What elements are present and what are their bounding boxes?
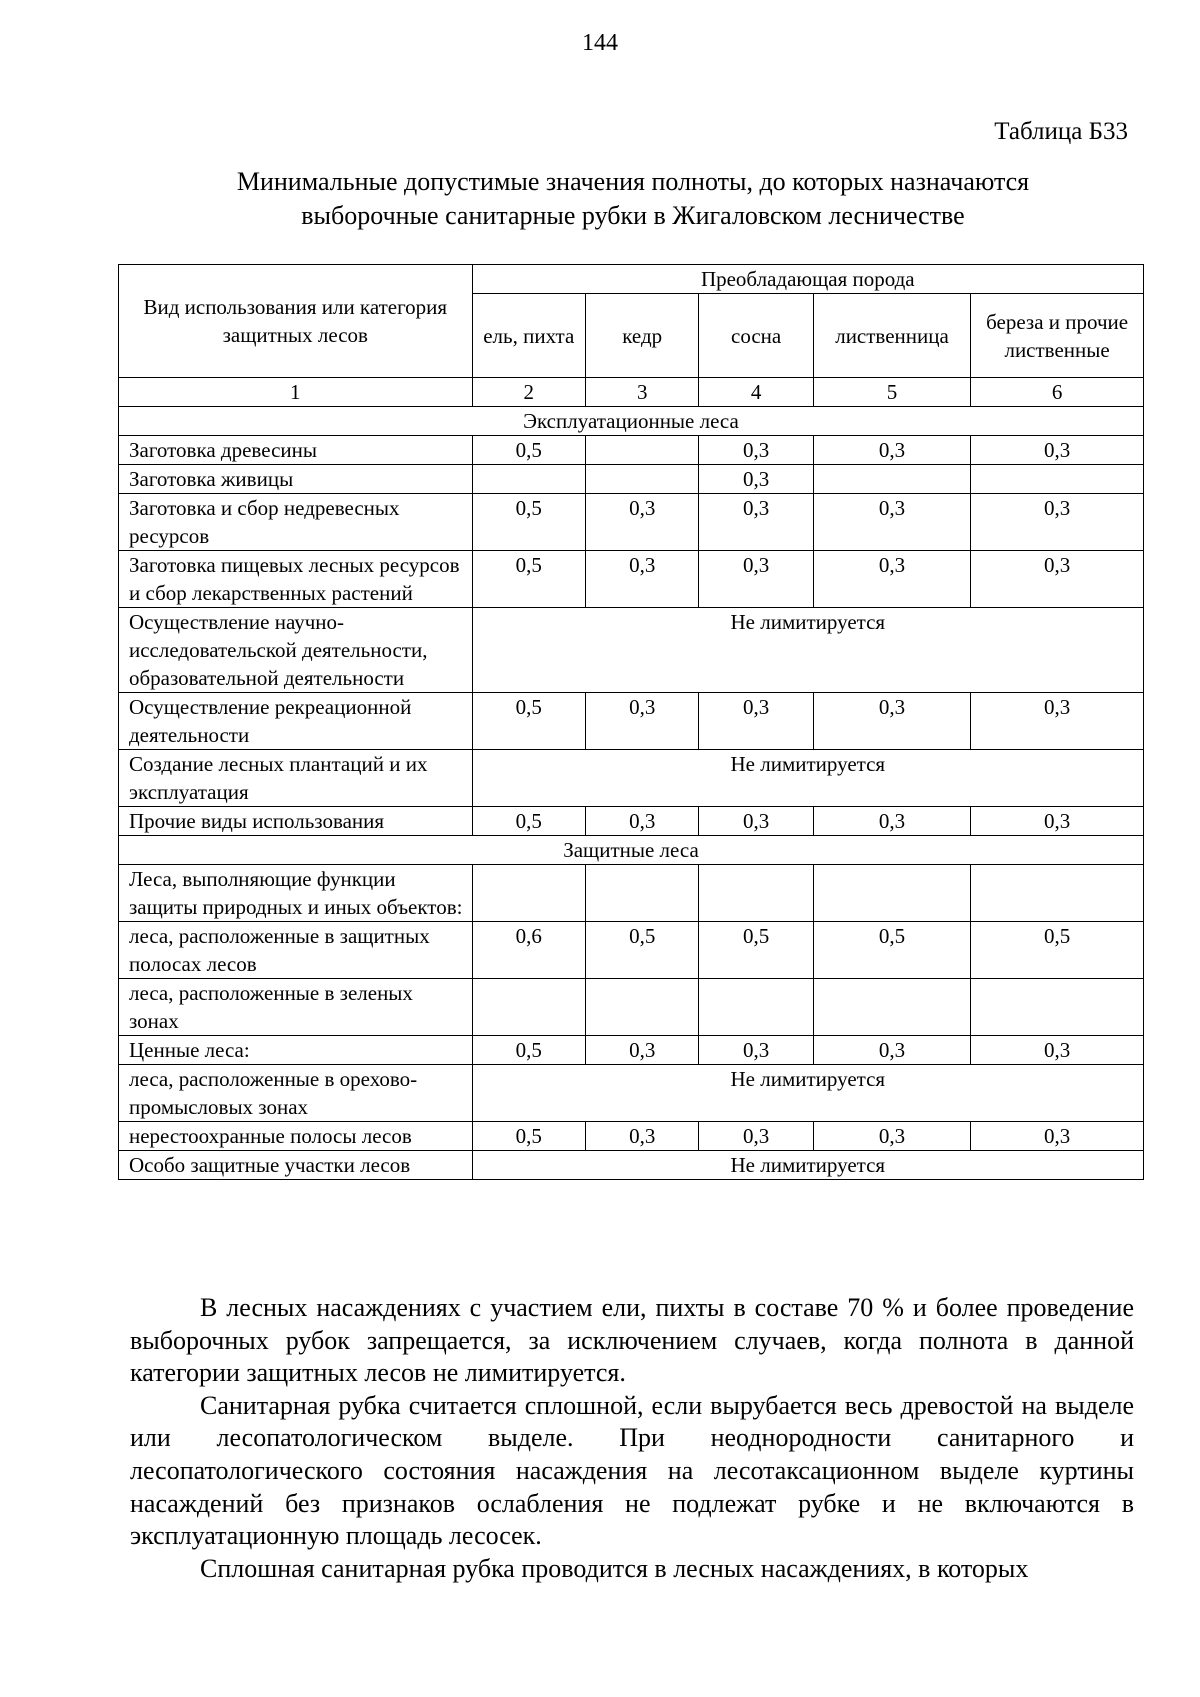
row-label: Заготовка живицы — [119, 465, 473, 494]
value-cell: 0,3 — [585, 551, 698, 608]
value-cell: 0,5 — [699, 922, 813, 979]
row-label: Заготовка пищевых лесных ресурсов и сбор лекарственных растений — [119, 551, 473, 608]
value-cell: 0,3 — [813, 693, 970, 750]
section-row — [119, 836, 1144, 865]
table-row — [119, 922, 1144, 979]
paragraph: В лесных насаждениях с участием ели, пихты в составе 70 % и более проведение выборочных рубок запрещается, за исключением случаев, когда полнота в данной категории защитных лесов не лимитируется. — [130, 1293, 1134, 1388]
row-label: Особо защитные участки лесов — [119, 1151, 473, 1180]
header-species: кедр — [585, 294, 698, 378]
header-species: сосна — [699, 294, 813, 378]
table-body — [119, 407, 1144, 1180]
value-cell — [585, 865, 698, 922]
value-cell: 0,3 — [699, 693, 813, 750]
value-cell: 0,3 — [699, 436, 813, 465]
value-cell — [699, 979, 813, 1036]
row-label: нерестоохранные полосы лесов — [119, 1122, 473, 1151]
value-cell: 0,6 — [472, 922, 585, 979]
table-row — [119, 436, 1144, 465]
header-species: береза и прочие лиственные — [971, 294, 1144, 378]
value-cell: 0,3 — [971, 1122, 1144, 1151]
row-label: Заготовка и сбор недревесных ресурсов — [119, 494, 473, 551]
value-cell — [813, 865, 970, 922]
table-row — [119, 608, 1144, 693]
not-limited-cell: Не лимитируется — [472, 608, 1143, 693]
value-cell: 0,5 — [472, 807, 585, 836]
section-title: Эксплуатационные леса — [119, 407, 1144, 436]
table-row — [119, 1036, 1144, 1065]
caption-line-2: выборочные санитарные рубки в Жигаловском лесничестве — [301, 201, 965, 230]
column-number: 4 — [699, 378, 813, 407]
table-row — [119, 693, 1144, 750]
value-cell: 0,3 — [585, 807, 698, 836]
value-cell — [585, 465, 698, 494]
table-row — [119, 1151, 1144, 1180]
value-cell: 0,3 — [699, 807, 813, 836]
value-cell: 0,3 — [971, 807, 1144, 836]
value-cell: 0,3 — [813, 807, 970, 836]
value-cell: 0,3 — [971, 436, 1144, 465]
table-row — [119, 494, 1144, 551]
header-dominant-species: Преобладающая порода — [472, 265, 1143, 294]
paragraph: Сплошная санитарная рубка проводится в лесных насаждениях, в которых — [200, 1553, 1029, 1583]
value-cell: 0,3 — [699, 1122, 813, 1151]
row-label: леса, расположенные в зеленых зонах — [119, 979, 473, 1036]
value-cell — [585, 979, 698, 1036]
caption-line-1: Минимальные допустимые значения полноты, до которых назначаются — [236, 167, 1030, 196]
not-limited-cell: Не лимитируется — [472, 1065, 1143, 1122]
value-cell — [472, 465, 585, 494]
row-label: Заготовка древесины — [119, 436, 473, 465]
column-number: 5 — [813, 378, 970, 407]
value-cell: 0,5 — [472, 1122, 585, 1151]
body-text — [130, 1292, 1134, 1585]
table-caption — [0, 165, 1200, 233]
value-cell: 0,5 — [472, 693, 585, 750]
value-cell — [472, 865, 585, 922]
value-cell: 0,5 — [585, 922, 698, 979]
value-cell — [699, 865, 813, 922]
column-number: 2 — [472, 378, 585, 407]
value-cell — [813, 979, 970, 1036]
value-cell: 0,5 — [813, 922, 970, 979]
value-cell: 0,3 — [585, 1036, 698, 1065]
not-limited-cell: Не лимитируется — [472, 1151, 1143, 1180]
row-label: леса, расположенные в орехово-промысловых зонах — [119, 1065, 473, 1122]
table-row — [119, 551, 1144, 608]
value-cell: 0,3 — [813, 1122, 970, 1151]
value-cell: 0,3 — [813, 1036, 970, 1065]
row-label: Осуществление научно-исследовательской деятельности, образовательной деятельности — [119, 608, 473, 693]
norms-table — [118, 264, 1144, 1180]
value-cell: 0,3 — [813, 494, 970, 551]
value-cell: 0,3 — [699, 494, 813, 551]
not-limited-cell: Не лимитируется — [472, 750, 1143, 807]
row-label: Осуществление рекреационной деятельности — [119, 693, 473, 750]
value-cell: 0,3 — [699, 551, 813, 608]
row-label: Прочие виды использования — [119, 807, 473, 836]
header-species: лиственница — [813, 294, 970, 378]
header-usage-type: Вид использования или категория защитных лесов — [119, 265, 473, 378]
table-label: Таблица Б33 — [994, 118, 1128, 145]
column-number: 1 — [119, 378, 473, 407]
value-cell: 0,3 — [971, 693, 1144, 750]
page-number: 144 — [582, 30, 618, 56]
row-label: леса, расположенные в защитных полосах лесов — [119, 922, 473, 979]
value-cell — [472, 979, 585, 1036]
value-cell: 0,3 — [813, 436, 970, 465]
value-cell: 0,5 — [472, 436, 585, 465]
value-cell: 0,3 — [813, 551, 970, 608]
value-cell: 0,3 — [585, 693, 698, 750]
value-cell: 0,3 — [699, 1036, 813, 1065]
section-title: Защитные леса — [119, 836, 1144, 865]
value-cell: 0,5 — [472, 494, 585, 551]
table-row — [119, 750, 1144, 807]
column-number: 6 — [971, 378, 1144, 407]
value-cell: 0,5 — [472, 1036, 585, 1065]
table-row — [119, 465, 1144, 494]
table-row — [119, 979, 1144, 1036]
table-row — [119, 807, 1144, 836]
value-cell: 0,3 — [699, 465, 813, 494]
header-species: ель, пихта — [472, 294, 585, 378]
row-label: Леса, выполняющие функции защиты природных и иных объектов: — [119, 865, 473, 922]
row-label: Ценные леса: — [119, 1036, 473, 1065]
section-row — [119, 407, 1144, 436]
value-cell: 0,3 — [971, 551, 1144, 608]
value-cell — [971, 979, 1144, 1036]
value-cell: 0,5 — [971, 922, 1144, 979]
value-cell — [971, 865, 1144, 922]
table-row — [119, 1065, 1144, 1122]
value-cell — [971, 465, 1144, 494]
paragraph: Санитарная рубка считается сплошной, если вырубается весь древостой на выделе или лесопатологическом выделе. При неоднородности санитарного и лесопатологического состояния насаждения на лесотаксационном выделе куртины насаждений без признаков ослабления не подлежат рубке и не включаются в эксплуатационную площадь лесосек. — [130, 1390, 1134, 1551]
value-cell — [813, 465, 970, 494]
value-cell: 0,3 — [585, 1122, 698, 1151]
value-cell: 0,3 — [585, 494, 698, 551]
column-number: 3 — [585, 378, 698, 407]
value-cell — [585, 436, 698, 465]
value-cell: 0,3 — [971, 494, 1144, 551]
value-cell: 0,5 — [472, 551, 585, 608]
table-row — [119, 865, 1144, 922]
value-cell: 0,3 — [971, 1036, 1144, 1065]
row-label: Создание лесных плантаций и их эксплуатация — [119, 750, 473, 807]
table-row — [119, 1122, 1144, 1151]
